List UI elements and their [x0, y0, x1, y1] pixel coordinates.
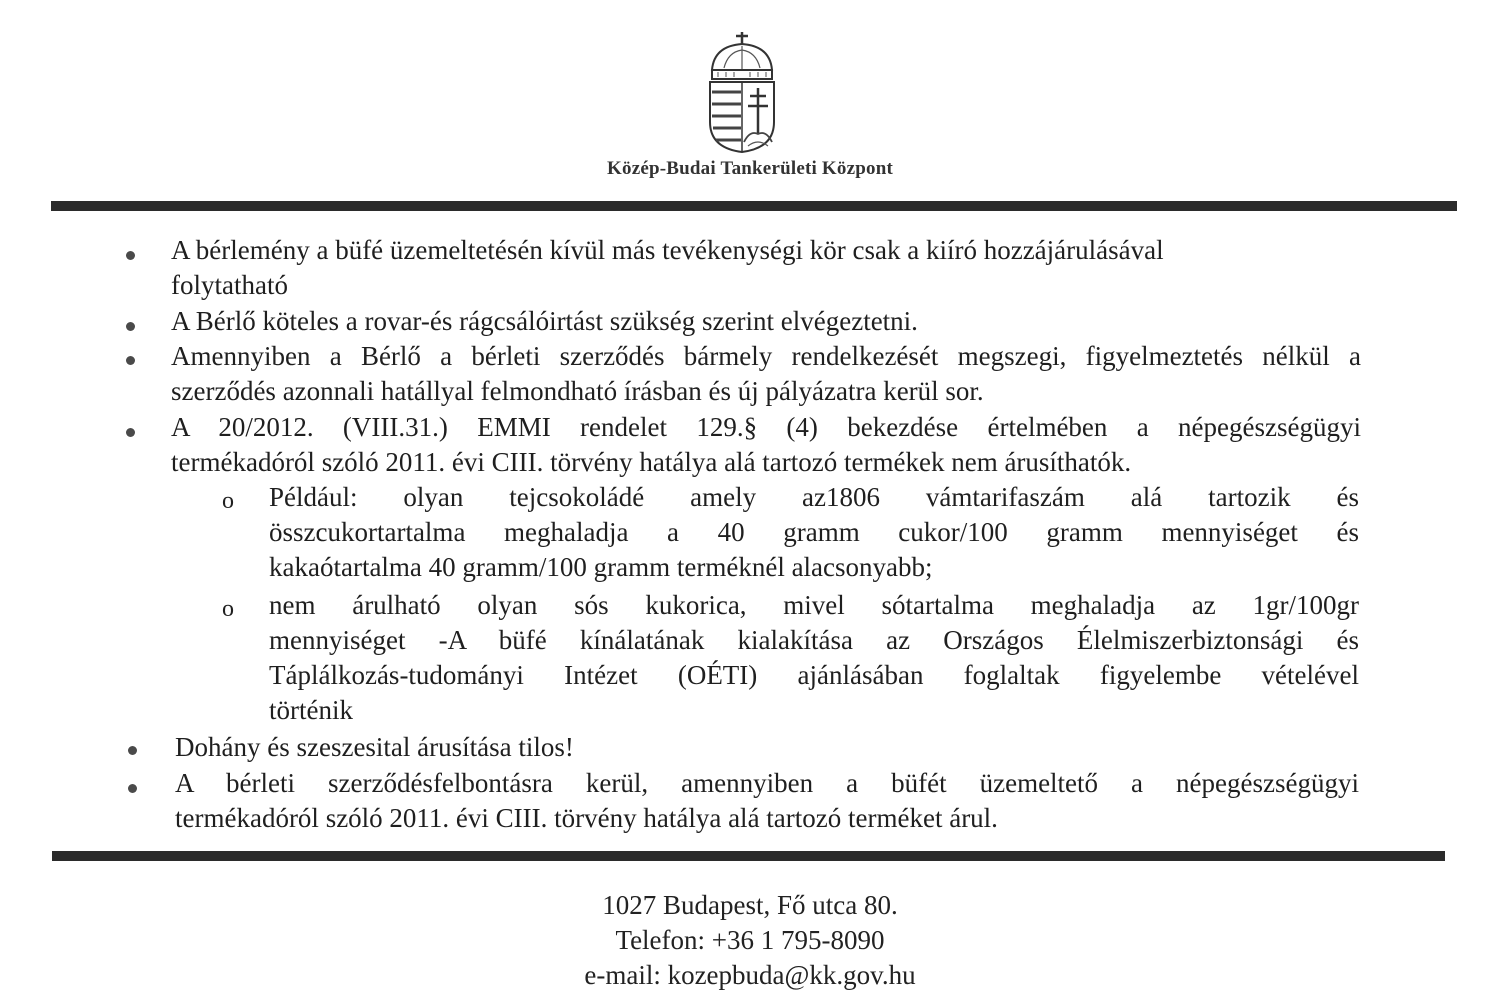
bullet-icon — [126, 356, 135, 365]
sub-list-item-line: történik — [269, 695, 353, 725]
list-item-line: folytatható — [171, 270, 288, 300]
sub-list-item — [269, 480, 1359, 585]
sub-list-item-line: Például: olyan tejcsokoládé amely az1806 vámtarifaszám alá tartozik és — [269, 482, 1359, 512]
list-item — [175, 730, 1365, 765]
list-item — [171, 233, 1361, 303]
list-item-line: termékadóról szóló 2011. évi CIII. törvény hatálya alá tartozó termékek nem árusíthatók. — [171, 447, 1132, 477]
sub-list-item-line: mennyiséget -A büfé kínálatának kialakítása az Országos Élelmiszerbiztonsági és — [269, 625, 1359, 655]
sub-bullet-marker: o — [222, 596, 234, 622]
list-item — [175, 766, 1359, 836]
sub-list-item-line: összcukortartalma meghaladja a 40 gramm cukor/100 gramm mennyiséget és — [269, 517, 1359, 547]
sub-list-item-line: nem árulható olyan sós kukorica, mivel sótartalma meghaladja az 1gr/100gr — [269, 590, 1359, 620]
sub-list-item-line: Táplálkozás-tudományi Intézet (OÉTI) ajánlásában foglaltak figyelembe vételével — [269, 660, 1359, 690]
list-item-line: Dohány és szeszesital árusítása tilos! — [175, 732, 574, 762]
hungarian-coat-of-arms-icon — [704, 30, 780, 154]
header-divider — [51, 201, 1457, 211]
list-item — [171, 339, 1361, 409]
footer-phone: Telefon: +36 1 795-8090 — [615, 925, 885, 955]
list-item — [171, 304, 1361, 339]
sub-list-item-line: kakaótartalma 40 gramm/100 gramm terméknél alacsonyabb; — [269, 552, 933, 582]
list-item-line: A 20/2012. (VIII.31.) EMMI rendelet 129.§ (4) bekezdése értelmében a népegészségügyi — [171, 412, 1361, 442]
bullet-icon — [126, 428, 135, 437]
list-item — [171, 410, 1361, 480]
list-item-line: A Bérlő köteles a rovar-és rágcsálóirtást szükség szerint elvégeztetni. — [171, 306, 918, 336]
list-item-line: A bérleti szerződésfelbontásra kerül, amennyiben a büfét üzemeltető a népegészségügyi — [175, 768, 1359, 798]
footer-divider — [52, 851, 1445, 861]
sub-bullet-marker: o — [222, 488, 234, 514]
bullet-icon — [126, 322, 135, 331]
bullet-icon — [128, 784, 137, 793]
list-item-line: A bérlemény a büfé üzemeltetésén kívül más tevékenységi kör csak a kiíró hozzájárulásával — [171, 235, 1164, 265]
footer-contact — [0, 888, 1500, 993]
footer-email: e-mail: kozepbuda@kk.gov.hu — [584, 960, 916, 990]
bullet-icon — [126, 251, 135, 260]
sub-list-item — [269, 588, 1359, 728]
list-item-line: szerződés azonnali hatállyal felmondható írásban és új pályázatra kerül sor. — [171, 376, 984, 406]
list-item-line: termékadóról szóló 2011. évi CIII. törvény hatálya alá tartozó terméket árul. — [175, 803, 998, 833]
footer-address: 1027 Budapest, Fő utca 80. — [602, 890, 898, 920]
bullet-icon — [128, 746, 137, 755]
organization-name: Közép-Budai Tankerületi Központ — [607, 158, 893, 179]
list-item-line: Amennyiben a Bérlő a bérleti szerződés bármely rendelkezését megszegi, figyelmeztetés nélkül a — [171, 341, 1361, 371]
